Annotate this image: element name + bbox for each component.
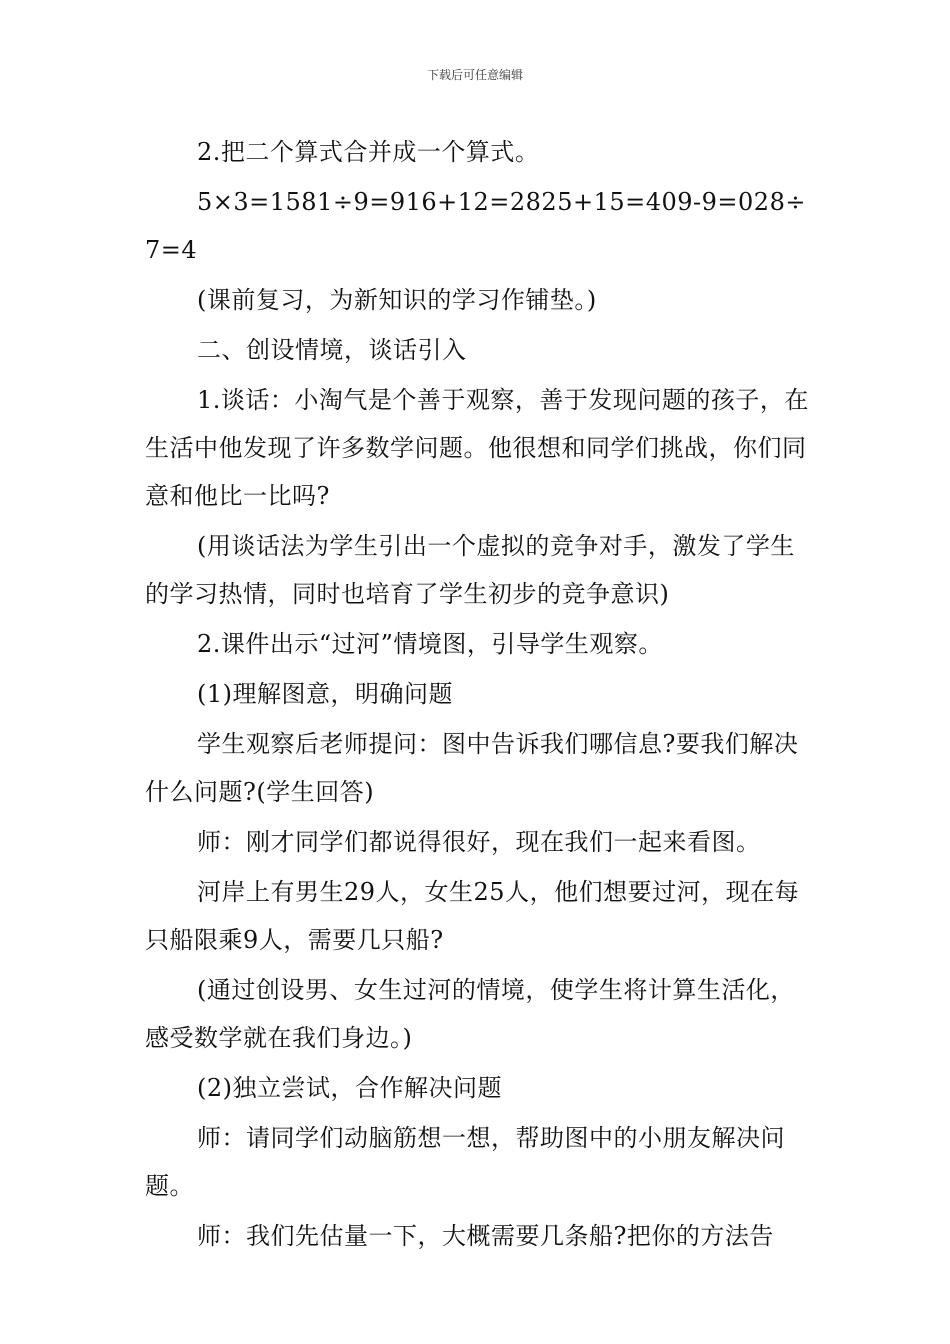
paragraph-2-equations: 5×3=1581÷9=916+12=2825+15=409-9=028÷7=4 xyxy=(145,188,806,264)
page-header: 下载后可任意编辑 xyxy=(426,68,523,82)
paragraph-11: 河岸上有男生29人，女生25人，他们想要过河，现在每只船限乘9人，需要几只船? xyxy=(145,878,800,954)
paragraph-13: (2)独立尝试，合作解决问题 xyxy=(197,1074,502,1102)
paragraph-6: (用谈话法为学生引出一个虚拟的竞争对手，激发了学生的学习热情，同时也培育了学生初步的竞争意识) xyxy=(145,532,795,608)
section-heading: 二、创设情境，谈话引入 xyxy=(197,336,467,364)
paragraph-9: 学生观察后老师提问：图中告诉我们哪信息?要我们解决什么问题?(学生回答) xyxy=(145,730,799,806)
paragraph-12: (通过创设男、女生过河的情境，使学生将计算生活化，感受数学就在我们身边。) xyxy=(145,976,795,1052)
paragraph-8: (1)理解图意，明确问题 xyxy=(197,680,453,708)
paragraph-3: (课前复习，为新知识的学习作铺垫。) xyxy=(197,286,597,314)
document-body xyxy=(145,128,813,1260)
paragraph-5: 1.谈话：小淘气是个善于观察，善于发现问题的孩子，在生活中他发现了许多数学问题。他很想和同学们挑战，你们同意和他比一比吗? xyxy=(145,386,809,510)
paragraph-14: 师：请同学们动脑筋想一想，帮助图中的小朋友解决问题。 xyxy=(145,1124,785,1200)
paragraph-15: 师：我们先估量一下，大概需要几条船?把你的方法告 xyxy=(197,1222,774,1250)
paragraph-7: 2.课件出示“过河”情境图，引导学生观察。 xyxy=(197,630,663,658)
paragraph-1: 2.把二个算式合并成一个算式。 xyxy=(197,138,540,166)
paragraph-10: 师：刚才同学们都说得很好，现在我们一起来看图。 xyxy=(197,828,761,856)
